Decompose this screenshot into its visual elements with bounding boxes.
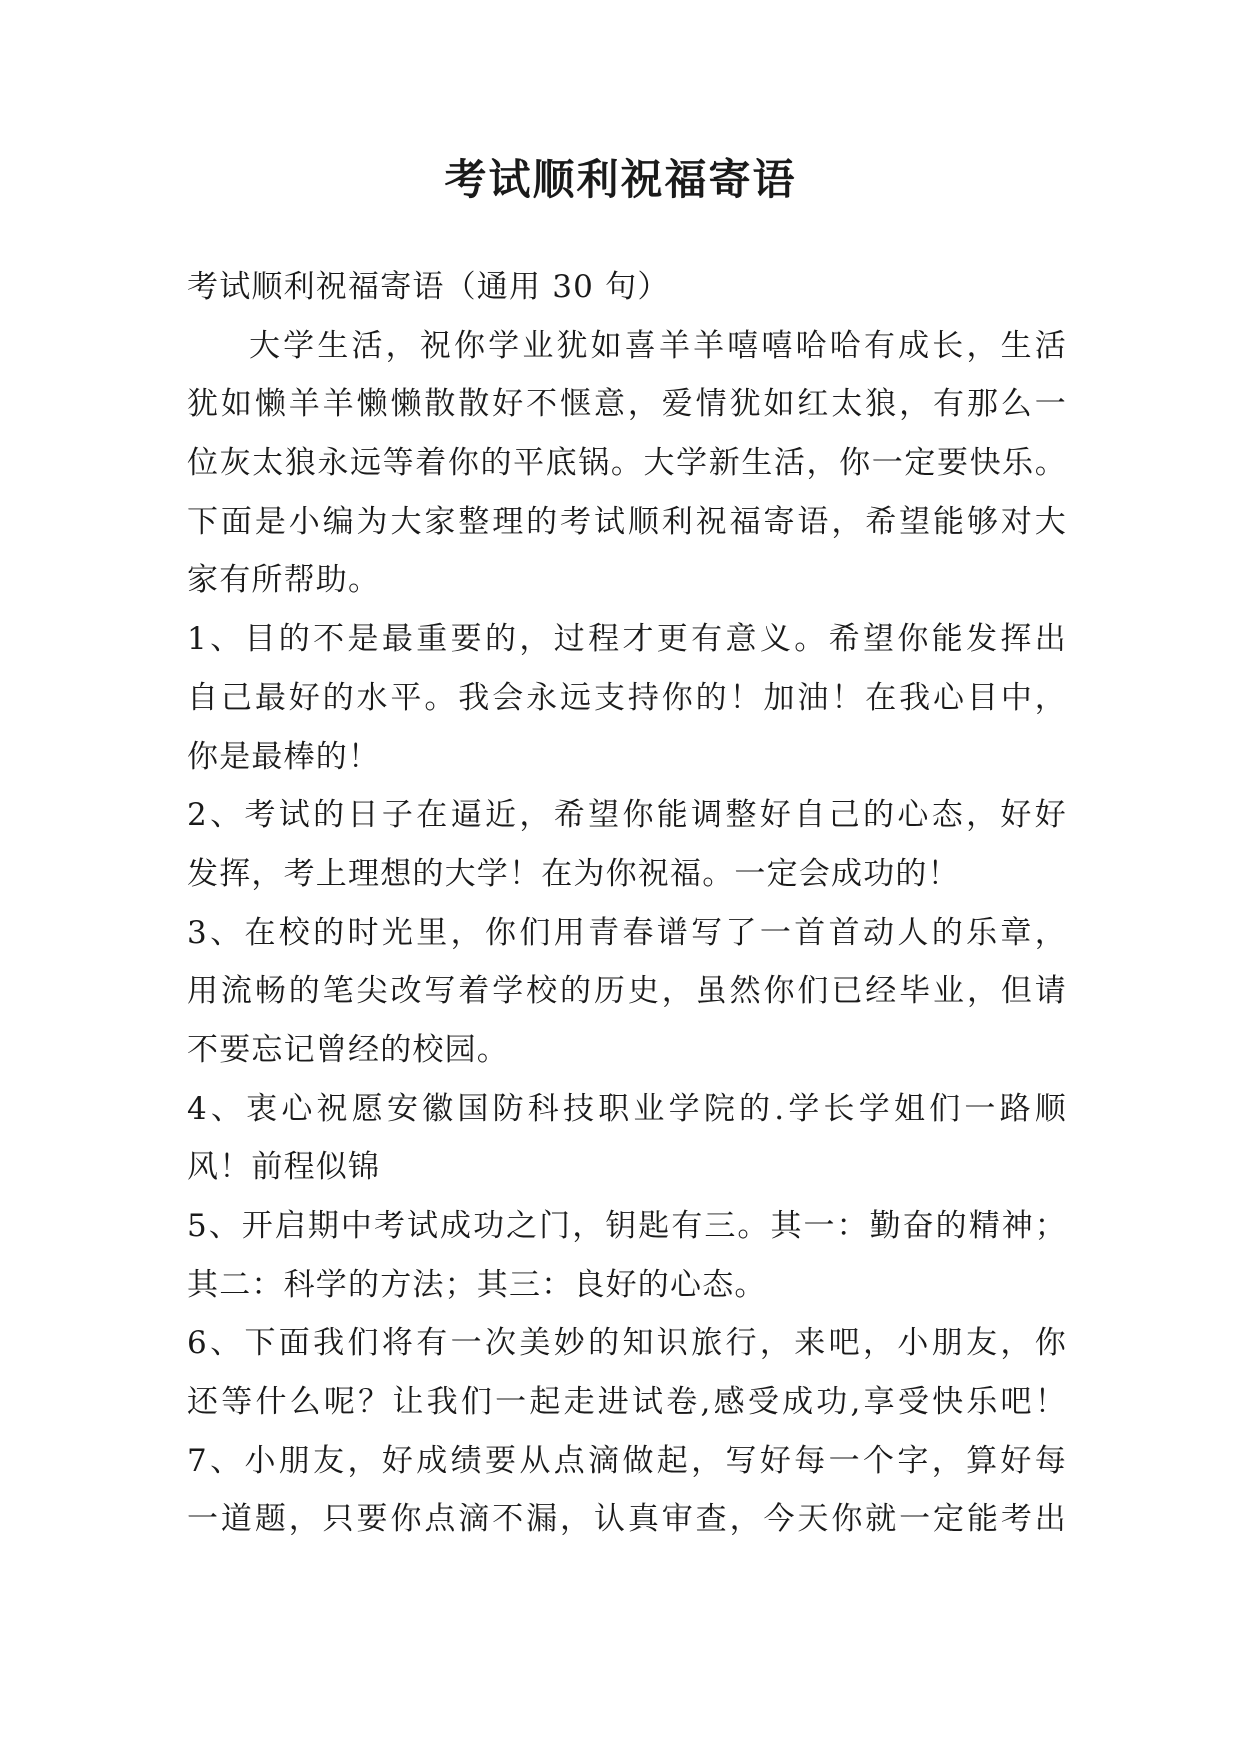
item-line: 7、小朋友，好成绩要从点滴做起，写好每一个字，算好每	[187, 1442, 1067, 1479]
item-line: 其二：科学的方法；其三：良好的心态。	[187, 1266, 767, 1303]
item-line: 1、目的不是最重要的，过程才更有意义。希望你能发挥出	[187, 621, 1067, 658]
item-line: 用流畅的笔尖改写着学校的历史，虽然你们已经毕业，但请	[187, 973, 1067, 1010]
item-line: 发挥，考上理想的大学！在为你祝福。一定会成功的！	[187, 855, 960, 892]
item-line: 不要忘记曾经的校园。	[187, 1031, 509, 1068]
item-line: 风！前程似锦	[187, 1149, 381, 1186]
intro-line: 下面是小编为大家整理的考试顺利祝福寄语，希望能够对大	[187, 503, 1067, 540]
item-line: 一道题，只要你点滴不漏，认真审查，今天你就一定能考出	[187, 1501, 1067, 1538]
item-line: 5、开启期中考试成功之门，钥匙有三。其一：勤奋的精神；	[187, 1208, 1067, 1244]
item-line: 你是最棒的！	[187, 738, 381, 775]
item-line: 6、下面我们将有一次美妙的知识旅行，来吧，小朋友，你	[187, 1325, 1067, 1362]
document-body	[187, 258, 1067, 1549]
intro-line: 犹如懒羊羊懒懒散散好不惬意，爱情犹如红太狼，有那么一	[187, 386, 1067, 423]
document-title: 考试顺利祝福寄语	[444, 155, 797, 204]
item-line: 自己最好的水平。我会永远支持你的！加油！在我心目中，	[187, 679, 1067, 716]
item-line: 2、考试的日子在逼近，希望你能调整好自己的心态，好好	[187, 797, 1067, 834]
intro-line: 大学生活，祝你学业犹如喜羊羊嘻嘻哈哈有成长，生活	[249, 327, 1067, 364]
item-line: 4、衷心祝愿安徽国防科技职业学院的.学长学姐们一路顺	[187, 1090, 1067, 1127]
item-line: 3、在校的时光里，你们用青春谱写了一首首动人的乐章，	[187, 914, 1067, 951]
item-line: 还等什么呢？让我们一起走进试卷,感受成功,享受快乐吧！	[187, 1384, 1067, 1421]
subtitle-line: 考试顺利祝福寄语（通用 30 句）	[187, 269, 670, 305]
intro-line: 家有所帮助。	[187, 562, 381, 599]
intro-line: 位灰太狼永远等着你的平底锅。大学新生活，你一定要快乐。	[187, 445, 1067, 482]
